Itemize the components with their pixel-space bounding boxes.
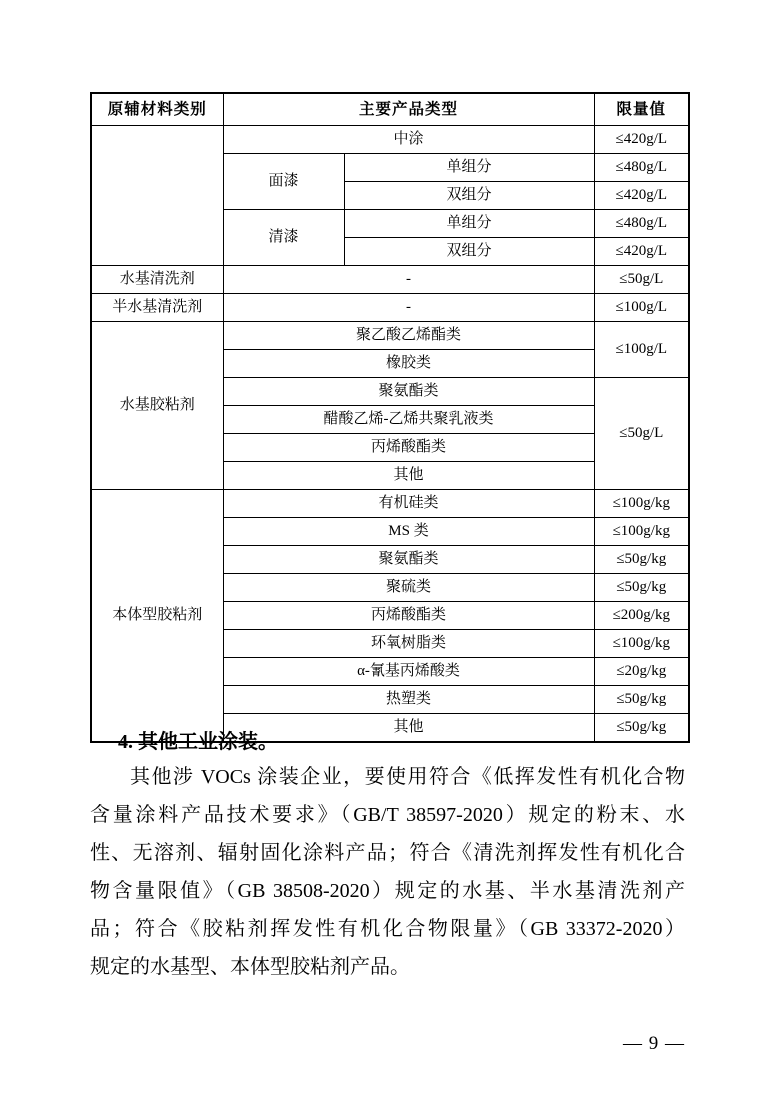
cell-product-zhongtu: 中涂 [223,126,594,154]
cell-limit: ≤100g/kg [594,630,689,658]
cell-category-coating-empty [91,126,223,266]
cell-product: - [223,294,594,322]
cell-product: 丙烯酸酯类 [223,602,594,630]
cell-limit: ≤50g/L [594,378,689,490]
paragraph-line: 其他涉 VOCs 涂装企业，要使用符合《低挥发性有机化合物 [130,766,685,788]
paragraph-line: 性、无溶剂、辐射固化涂料产品；符合《清洗剂挥发性有机化合 [90,842,685,864]
header-cell-category: 原辅材料类别 [91,93,223,126]
cell-group-mianqi: 面漆 [223,154,344,210]
cell-product: 有机硅类 [223,490,594,518]
cell-product: 醋酸乙烯-乙烯共聚乳液类 [223,406,594,434]
cell-limit: ≤50g/kg [594,686,689,714]
cell-limit: ≤420g/L [594,238,689,266]
paragraph-line: 规定的水基型、本体型胶粘剂产品。 [90,956,410,978]
page-number: — 9 — [623,1033,685,1054]
cell-product: MS 类 [223,518,594,546]
cell-limit: ≤100g/kg [594,490,689,518]
cell-product: 热塑类 [223,686,594,714]
cell-limit: ≤480g/L [594,210,689,238]
cell-limit: ≤100g/kg [594,518,689,546]
table-header-row [91,93,689,126]
cell-product: 聚硫类 [223,574,594,602]
cell-product: 其他 [223,462,594,490]
cell-product: 丙烯酸酯类 [223,434,594,462]
cell-product: 聚氨酯类 [223,546,594,574]
cell-category-bulk-adhesive: 本体型胶粘剂 [91,490,223,743]
cell-product: 橡胶类 [223,350,594,378]
section-heading: 4. 其他工业涂装。 [118,731,278,753]
cell-product: α-氰基丙烯酸类 [223,658,594,686]
cell-category-water-cleaner: 水基清洗剂 [91,266,223,294]
cell-product: 单组分 [344,210,594,238]
cell-product: 单组分 [344,154,594,182]
cell-product: 双组分 [344,238,594,266]
cell-limit: ≤100g/L [594,294,689,322]
voc-limits-table [90,92,690,743]
cell-product: 环氧树脂类 [223,630,594,658]
header-cell-limit: 限量值 [594,93,689,126]
cell-limit: ≤50g/L [594,266,689,294]
body-paragraph [90,758,685,986]
cell-limit: ≤480g/L [594,154,689,182]
cell-category-semiwater-cleaner: 半水基清洗剂 [91,294,223,322]
cell-product: - [223,266,594,294]
cell-category-water-adhesive: 水基胶粘剂 [91,322,223,490]
table-row [91,322,689,350]
cell-limit: ≤50g/kg [594,714,689,743]
table-row [91,126,689,154]
paragraph-line: 品；符合《胶粘剂挥发性有机化合物限量》（GB 33372-2020） [90,918,685,940]
header-cell-product: 主要产品类型 [223,93,594,126]
cell-product: 聚乙酸乙烯酯类 [223,322,594,350]
table-row [91,294,689,322]
cell-product: 双组分 [344,182,594,210]
cell-limit: ≤100g/L [594,322,689,378]
cell-group-qingqi: 清漆 [223,210,344,266]
paragraph-line: 含量涂料产品技术要求》（GB/T 38597-2020）规定的粉末、水 [90,804,685,826]
cell-limit: ≤50g/kg [594,574,689,602]
table-row [91,490,689,518]
cell-product: 其他 [223,714,594,743]
table-row [91,266,689,294]
cell-limit: ≤420g/L [594,182,689,210]
cell-limit: ≤50g/kg [594,546,689,574]
cell-limit: ≤420g/L [594,126,689,154]
paragraph-line: 物含量限值》（GB 38508-2020）规定的水基、半水基清洗剂产 [90,880,685,902]
cell-limit: ≤200g/kg [594,602,689,630]
cell-product: 聚氨酯类 [223,378,594,406]
cell-limit: ≤20g/kg [594,658,689,686]
